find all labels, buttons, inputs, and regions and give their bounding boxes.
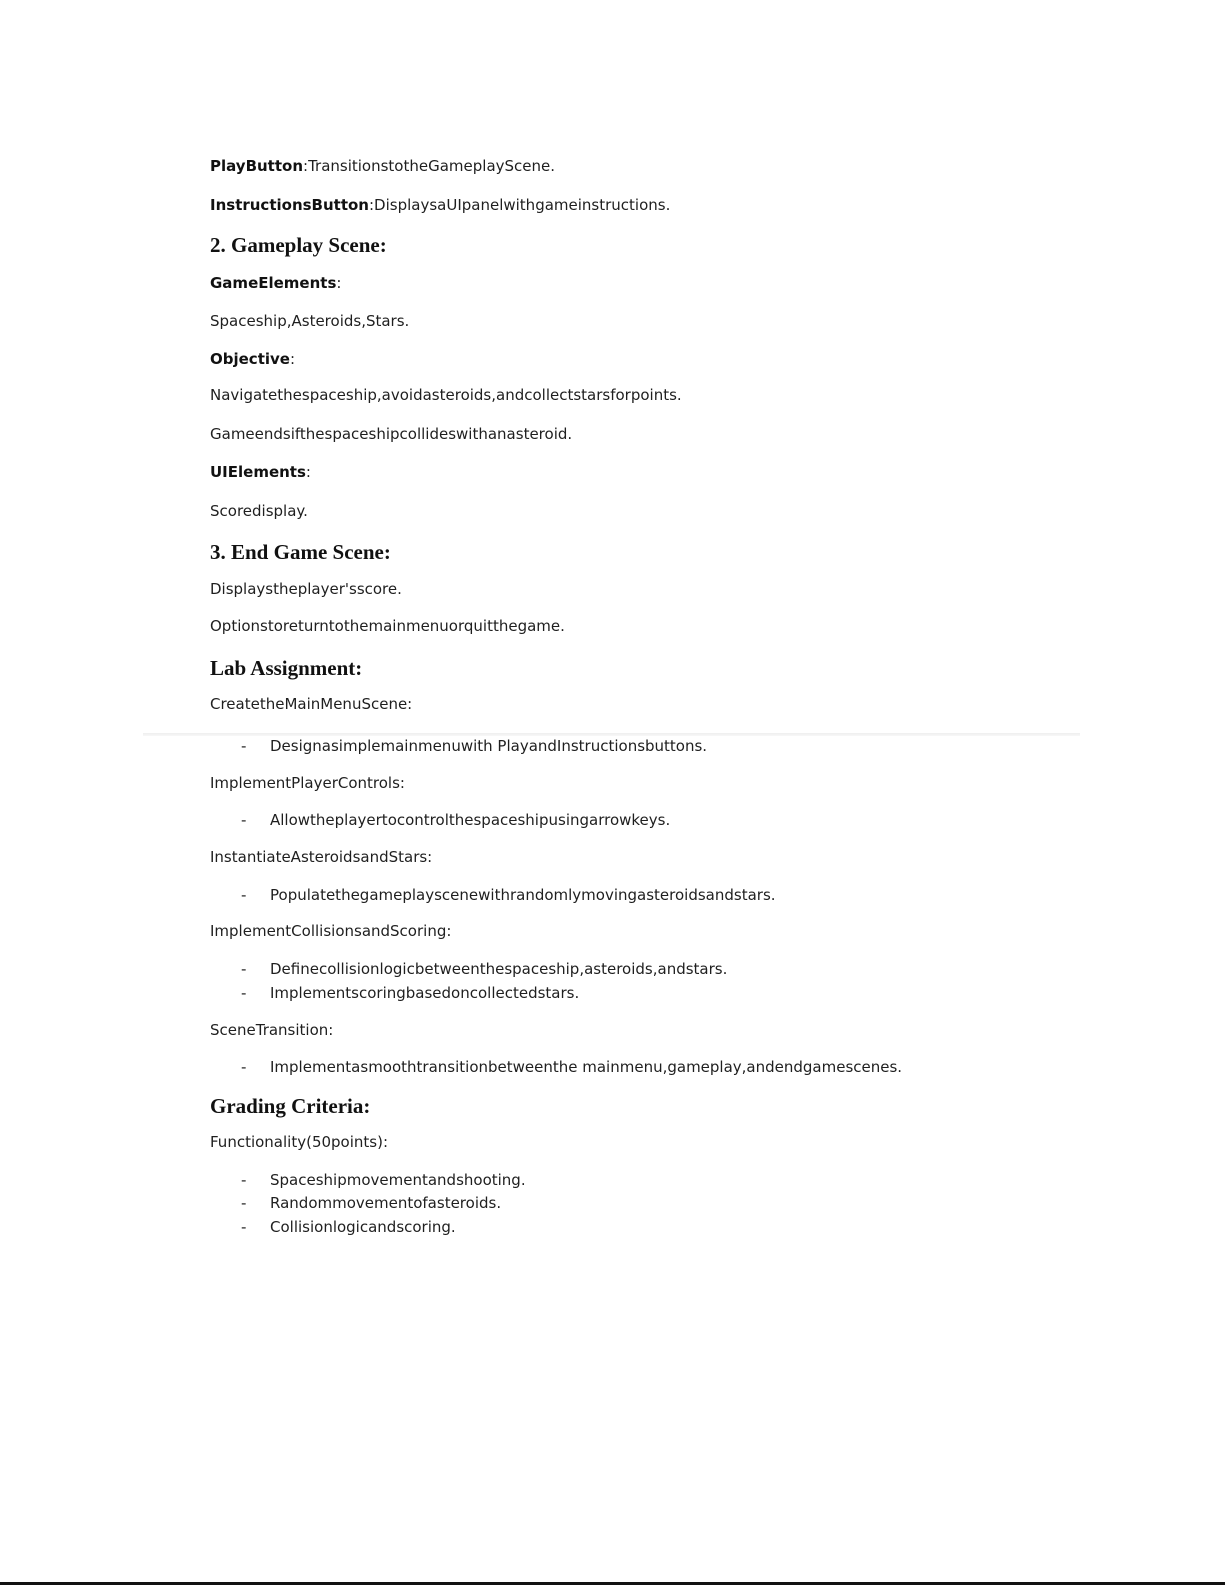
- bullet-dash: -: [241, 960, 247, 978]
- play-button-line: [210, 156, 555, 176]
- lab-item-scene-transition: SceneTransition:: [210, 1021, 334, 1039]
- play-button-label: PlayButton: [210, 157, 304, 175]
- lab-item-asteroids-stars: InstantiateAsteroidsandStars:: [210, 848, 433, 866]
- ui-elements-text: Scoredisplay.: [210, 502, 308, 520]
- bullet-text: Implementasmoothtransitionbetweenthe mainmenu,gameplay,andendgamescenes.: [270, 1058, 903, 1076]
- game-elements-line: [210, 273, 341, 293]
- bullet-dash: -: [241, 1171, 247, 1189]
- grading-bullet-asteroids: [241, 1193, 501, 1213]
- game-elements-label: GameElements: [210, 274, 337, 292]
- bullet-text: Randommovementofasteroids.: [270, 1194, 502, 1212]
- lab-bullet-scene-transition: [241, 1057, 902, 1077]
- game-elements-colon: :: [336, 274, 342, 292]
- instructions-button-label: InstructionsButton: [210, 196, 369, 214]
- end-game-text-1: Displaystheplayer'sscore.: [210, 580, 402, 598]
- lab-item-main-menu: CreatetheMainMenuScene:: [210, 695, 413, 713]
- bullet-dash: -: [241, 1194, 247, 1212]
- bullet-text: Spaceshipmovementandshooting.: [270, 1171, 526, 1189]
- lab-item-collisions-scoring: ImplementCollisionsandScoring:: [210, 922, 452, 940]
- grading-bullet-spaceship: [241, 1170, 526, 1190]
- bullet-text: Implementscoringbasedoncollectedstars.: [270, 984, 580, 1002]
- instructions-button-text: :DisplaysaUIpanelwithgameinstructions.: [369, 196, 671, 214]
- lab-bullet-player-controls: [241, 810, 670, 830]
- heading-lab-assignment: Lab Assignment:: [210, 656, 363, 680]
- bullet-text: Definecollisionlogicbetweenthespaceship,asteroids,andstars.: [270, 960, 728, 978]
- bullet-dash: -: [241, 886, 247, 904]
- play-button-text: :TransitionstotheGameplayScene.: [303, 157, 556, 175]
- instructions-button-line: [210, 195, 670, 215]
- bullet-dash: -: [241, 1058, 247, 1076]
- bullet-text: Populatethegameplayscenewithrandomlymovingasteroidsandstars.: [270, 886, 776, 904]
- bullet-text: Designasimplemainmenuwith PlayandInstructionsbuttons.: [270, 737, 708, 755]
- objective-label: Objective: [210, 350, 290, 368]
- game-elements-text: Spaceship,Asteroids,Stars.: [210, 312, 410, 330]
- ui-elements-colon: :: [305, 463, 311, 481]
- objective-line: [210, 349, 295, 369]
- bullet-text: Allowtheplayertocontrolthespaceshipusingarrowkeys.: [270, 811, 671, 829]
- grading-bullet-collision: [241, 1217, 456, 1237]
- ui-elements-line: [210, 462, 311, 482]
- heading-grading-criteria: Grading Criteria:: [210, 1094, 371, 1118]
- heading-gameplay-scene: 2. Gameplay Scene:: [210, 233, 387, 257]
- ui-elements-label: UIElements: [210, 463, 306, 481]
- grading-item-functionality: Functionality(50points):: [210, 1133, 389, 1151]
- objective-text-1: Navigatethespaceship,avoidasteroids,andcollectstarsforpoints.: [210, 386, 682, 404]
- lab-bullet-main-menu: [241, 736, 707, 756]
- end-game-text-2: Optionstoreturntothemainmenuorquitthegame.: [210, 617, 565, 635]
- bullet-dash: -: [241, 737, 247, 755]
- objective-colon: :: [289, 350, 296, 368]
- lab-bullet-asteroids-stars: [241, 885, 776, 905]
- objective-text-2: Gameendsifthespaceshipcollideswithanasteroid.: [210, 425, 573, 443]
- lab-bullet-scoring: [241, 983, 579, 1003]
- bullet-dash: -: [241, 811, 247, 829]
- heading-end-game-scene: 3. End Game Scene:: [210, 540, 391, 564]
- bullet-text: Collisionlogicandscoring.: [270, 1218, 456, 1236]
- lab-bullet-collision-logic: [241, 959, 727, 979]
- bullet-dash: -: [241, 984, 247, 1002]
- lab-item-player-controls: ImplementPlayerControls:: [210, 774, 405, 792]
- bullet-dash: -: [241, 1218, 247, 1236]
